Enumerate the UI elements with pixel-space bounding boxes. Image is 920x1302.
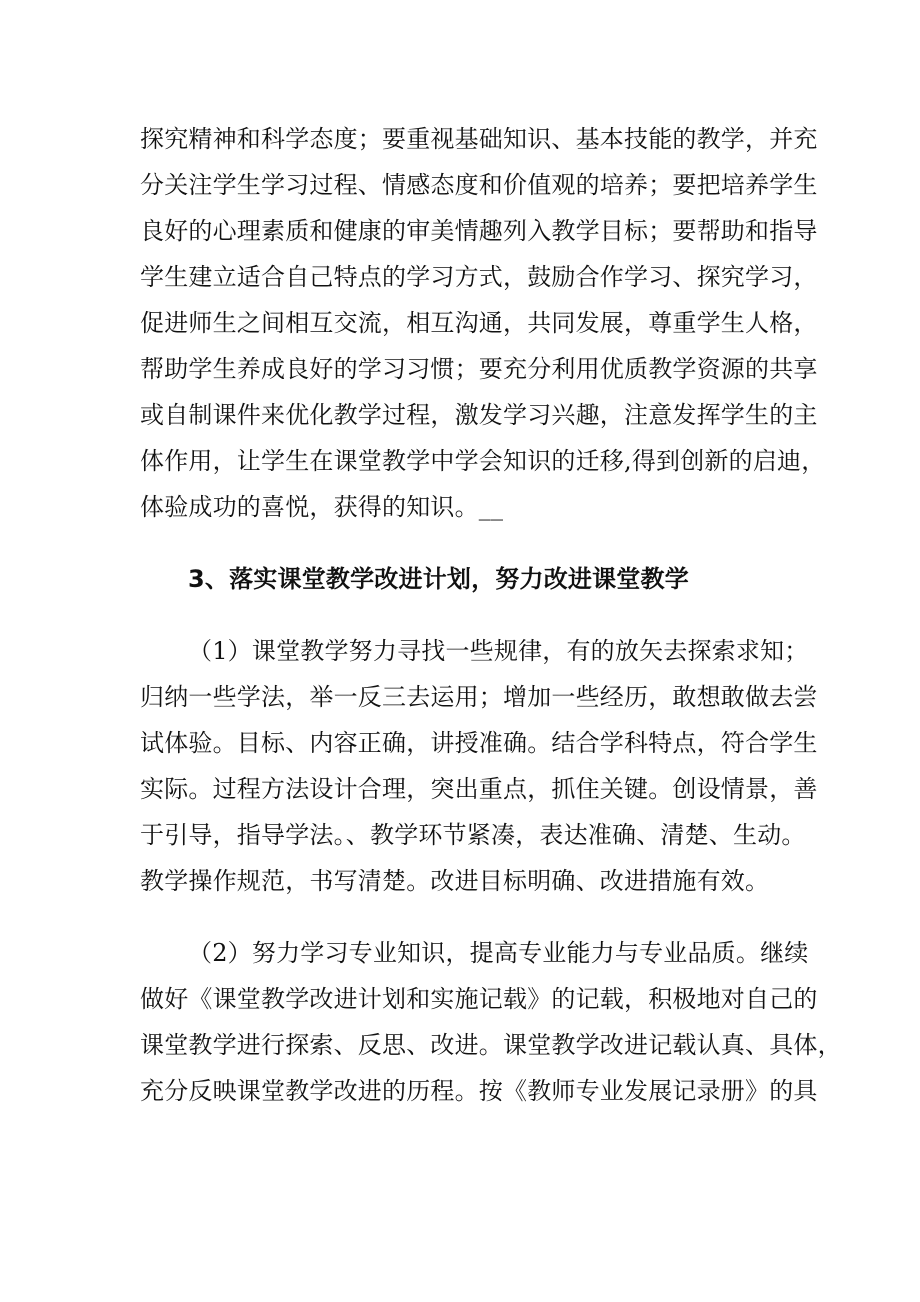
- paragraph-line: 课堂教学进行探索、反思、改进。课堂教学改进记载认真、具体，: [140, 1031, 842, 1059]
- paragraph-line: 充分反映课堂教学改进的历程。按《教师专业发展记录册》的具: [140, 1077, 818, 1105]
- paragraph-2: [140, 628, 818, 904]
- paragraph-line: 于引导，指导学法。、教学环节紧凑，表达准确、清楚、生动。: [140, 821, 806, 849]
- paragraph-1: [140, 116, 826, 530]
- paragraph-3: [140, 930, 842, 1114]
- paragraph-line: 帮助学生养成良好的学习习惯；要充分利用优质教学资源的共享: [140, 355, 818, 383]
- paragraph-line: （1）课堂教学努力寻找一些规律，有的放矢去探索求知；: [188, 637, 809, 665]
- paragraph-spacer: [140, 530, 790, 556]
- paragraph-line: 或自制课件来优化教学过程，激发学习兴趣，注意发挥学生的主: [140, 401, 818, 429]
- paragraph-line: 体作用，让学生在课堂教学中学会知识的迁移,得到创新的启迪，: [140, 447, 826, 475]
- paragraph-line: 试体验。目标、内容正确，讲授准确。结合学科特点，符合学生: [140, 729, 818, 757]
- paragraph-line: （2）努力学习专业知识，提高专业能力与专业品质。继续: [188, 939, 809, 967]
- section-heading: 3、落实课堂教学改进计划，努力改进课堂教学: [188, 565, 689, 593]
- paragraph-line: 体验成功的喜悦，获得的知识。__: [140, 493, 504, 521]
- paragraph-spacer: [140, 602, 790, 628]
- paragraph-line: 教学操作规范，书写清楚。改进目标明确、改进措施有效。: [140, 867, 770, 895]
- paragraph-line: 做好《课堂教学改进计划和实施记载》的记载，积极地对自己的: [140, 985, 818, 1013]
- paragraph-line: 归纳一些学法，举一反三去运用；增加一些经历，敢想敢做去尝: [140, 683, 818, 711]
- paragraph-line: 促进师生之间相互交流，相互沟通，共同发展，尊重学生人格，: [140, 309, 818, 337]
- paragraph-line: 探究精神和科学态度；要重视基础知识、基本技能的教学，并充: [140, 125, 818, 153]
- paragraph-spacer: [140, 904, 790, 930]
- document-body: [140, 116, 842, 1114]
- paragraph-line: 实际。过程方法设计合理，突出重点，抓住关键。创设情景，善: [140, 775, 818, 803]
- paragraph-line: 学生建立适合自己特点的学习方式，鼓励合作学习、探究学习，: [140, 263, 818, 291]
- paragraph-line: 良好的心理素质和健康的审美情趣列入教学目标；要帮助和指导: [140, 217, 818, 245]
- paragraph-line: 分关注学生学习过程、情感态度和价值观的培养；要把培养学生: [140, 171, 818, 199]
